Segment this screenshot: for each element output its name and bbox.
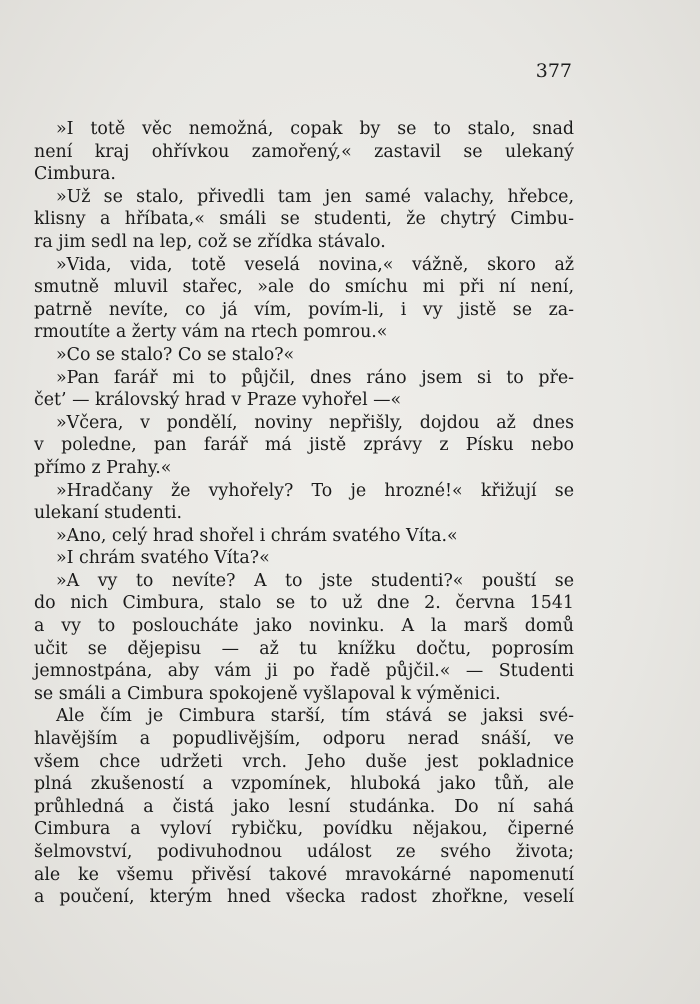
- text-line: průhledná a čistá jako lesní studánka. Do ní sahá: [34, 796, 574, 817]
- body-text: [34, 118, 574, 909]
- text-line: »Hradčany že vyhořely? To je hrozné!« křižují se: [56, 480, 574, 501]
- text-line: do nich Cimbura, stalo se to už dne 2. června 1541: [34, 593, 574, 614]
- text-line: Cimbura a vyloví rybičku, povídku nějakou, čiperné: [34, 819, 574, 840]
- text-line: »Ano, celý hrad shořel i chrám svatého Víta.«: [56, 525, 458, 546]
- text-line: plná zkušeností a vzpomínek, hluboká jako tůň, ale: [34, 774, 574, 795]
- text-line: se smáli a Cimbura spokojeně vyšlapoval k výměnici.: [34, 683, 501, 704]
- text-line: a poučení, kterým hned všecka radost zhořkne, veselí: [34, 887, 574, 908]
- text-line: klisny a hříbata,« smáli se studenti, že chytrý Cimbu-: [34, 209, 574, 230]
- text-line: »I totě věc nemožná, copak by se to stalo, snad: [56, 119, 574, 139]
- text-line: všem chce udržeti vrch. Jeho duše jest pokladnice: [34, 751, 574, 772]
- text-line: patrně nevíte, co já vím, povím-li, i vy jistě se za-: [34, 299, 574, 320]
- text-line: »Už se stalo, přivedli tam jen samé valachy, hřebce,: [56, 186, 574, 207]
- text-line: »I chrám svatého Víta?«: [56, 548, 270, 569]
- text-line: učit se dějepisu — až tu knížku dočtu, poprosím: [34, 638, 574, 659]
- text-line: »Včera, v pondělí, noviny nepřišly, dojdou až dnes: [56, 412, 574, 433]
- text-line: hlavějším a popudlivějším, odporu nerad snáší, ve: [34, 729, 574, 750]
- text-line: jemnostpána, aby vám ji po řadě půjčil.« — Studenti: [34, 661, 574, 682]
- text-line: »Co se stalo? Co se stalo?«: [56, 344, 295, 365]
- text-line: ulekaní studenti.: [34, 503, 183, 524]
- text-line: není kraj ohřívkou zamořený,« zastavil se ulekaný: [34, 141, 574, 162]
- text-line: Cimbura.: [34, 164, 116, 185]
- text-line: »Pan farář mi to půjčil, dnes ráno jsem si to pře-: [56, 367, 574, 388]
- text-line: ra jim sedl na lep, což se zřídka stávalo.: [34, 231, 386, 252]
- text-line: Ale čím je Cimbura starší, tím stává se jaksi své-: [56, 706, 574, 727]
- text-line: smutně mluvil stařec, »ale do smíchu mi při ní není,: [34, 277, 574, 298]
- text-line: šelmovství, podivuhodnou událost ze svého života;: [34, 842, 574, 862]
- text-line: v poledne, pan farář má jistě zprávy z Písku nebo: [34, 435, 574, 456]
- page-number: 377: [535, 60, 572, 82]
- text-line: čet’ — královský hrad v Praze vyhořel —«: [34, 390, 402, 411]
- text-line: ale ke všemu přivěsí takové mravokárné napomenutí: [34, 864, 574, 885]
- text-line: rmoutíte a žerty vám na rtech pomrou.«: [34, 322, 388, 343]
- text-line: »A vy to nevíte? A to jste studenti?« pouští se: [56, 570, 574, 591]
- text-line: a vy to posloucháte jako novinku. A la marš domů: [34, 616, 574, 637]
- text-line: přímo z Prahy.«: [34, 457, 172, 478]
- text-line: »Vida, vida, totě veselá novina,« vážně, skoro až: [56, 254, 574, 275]
